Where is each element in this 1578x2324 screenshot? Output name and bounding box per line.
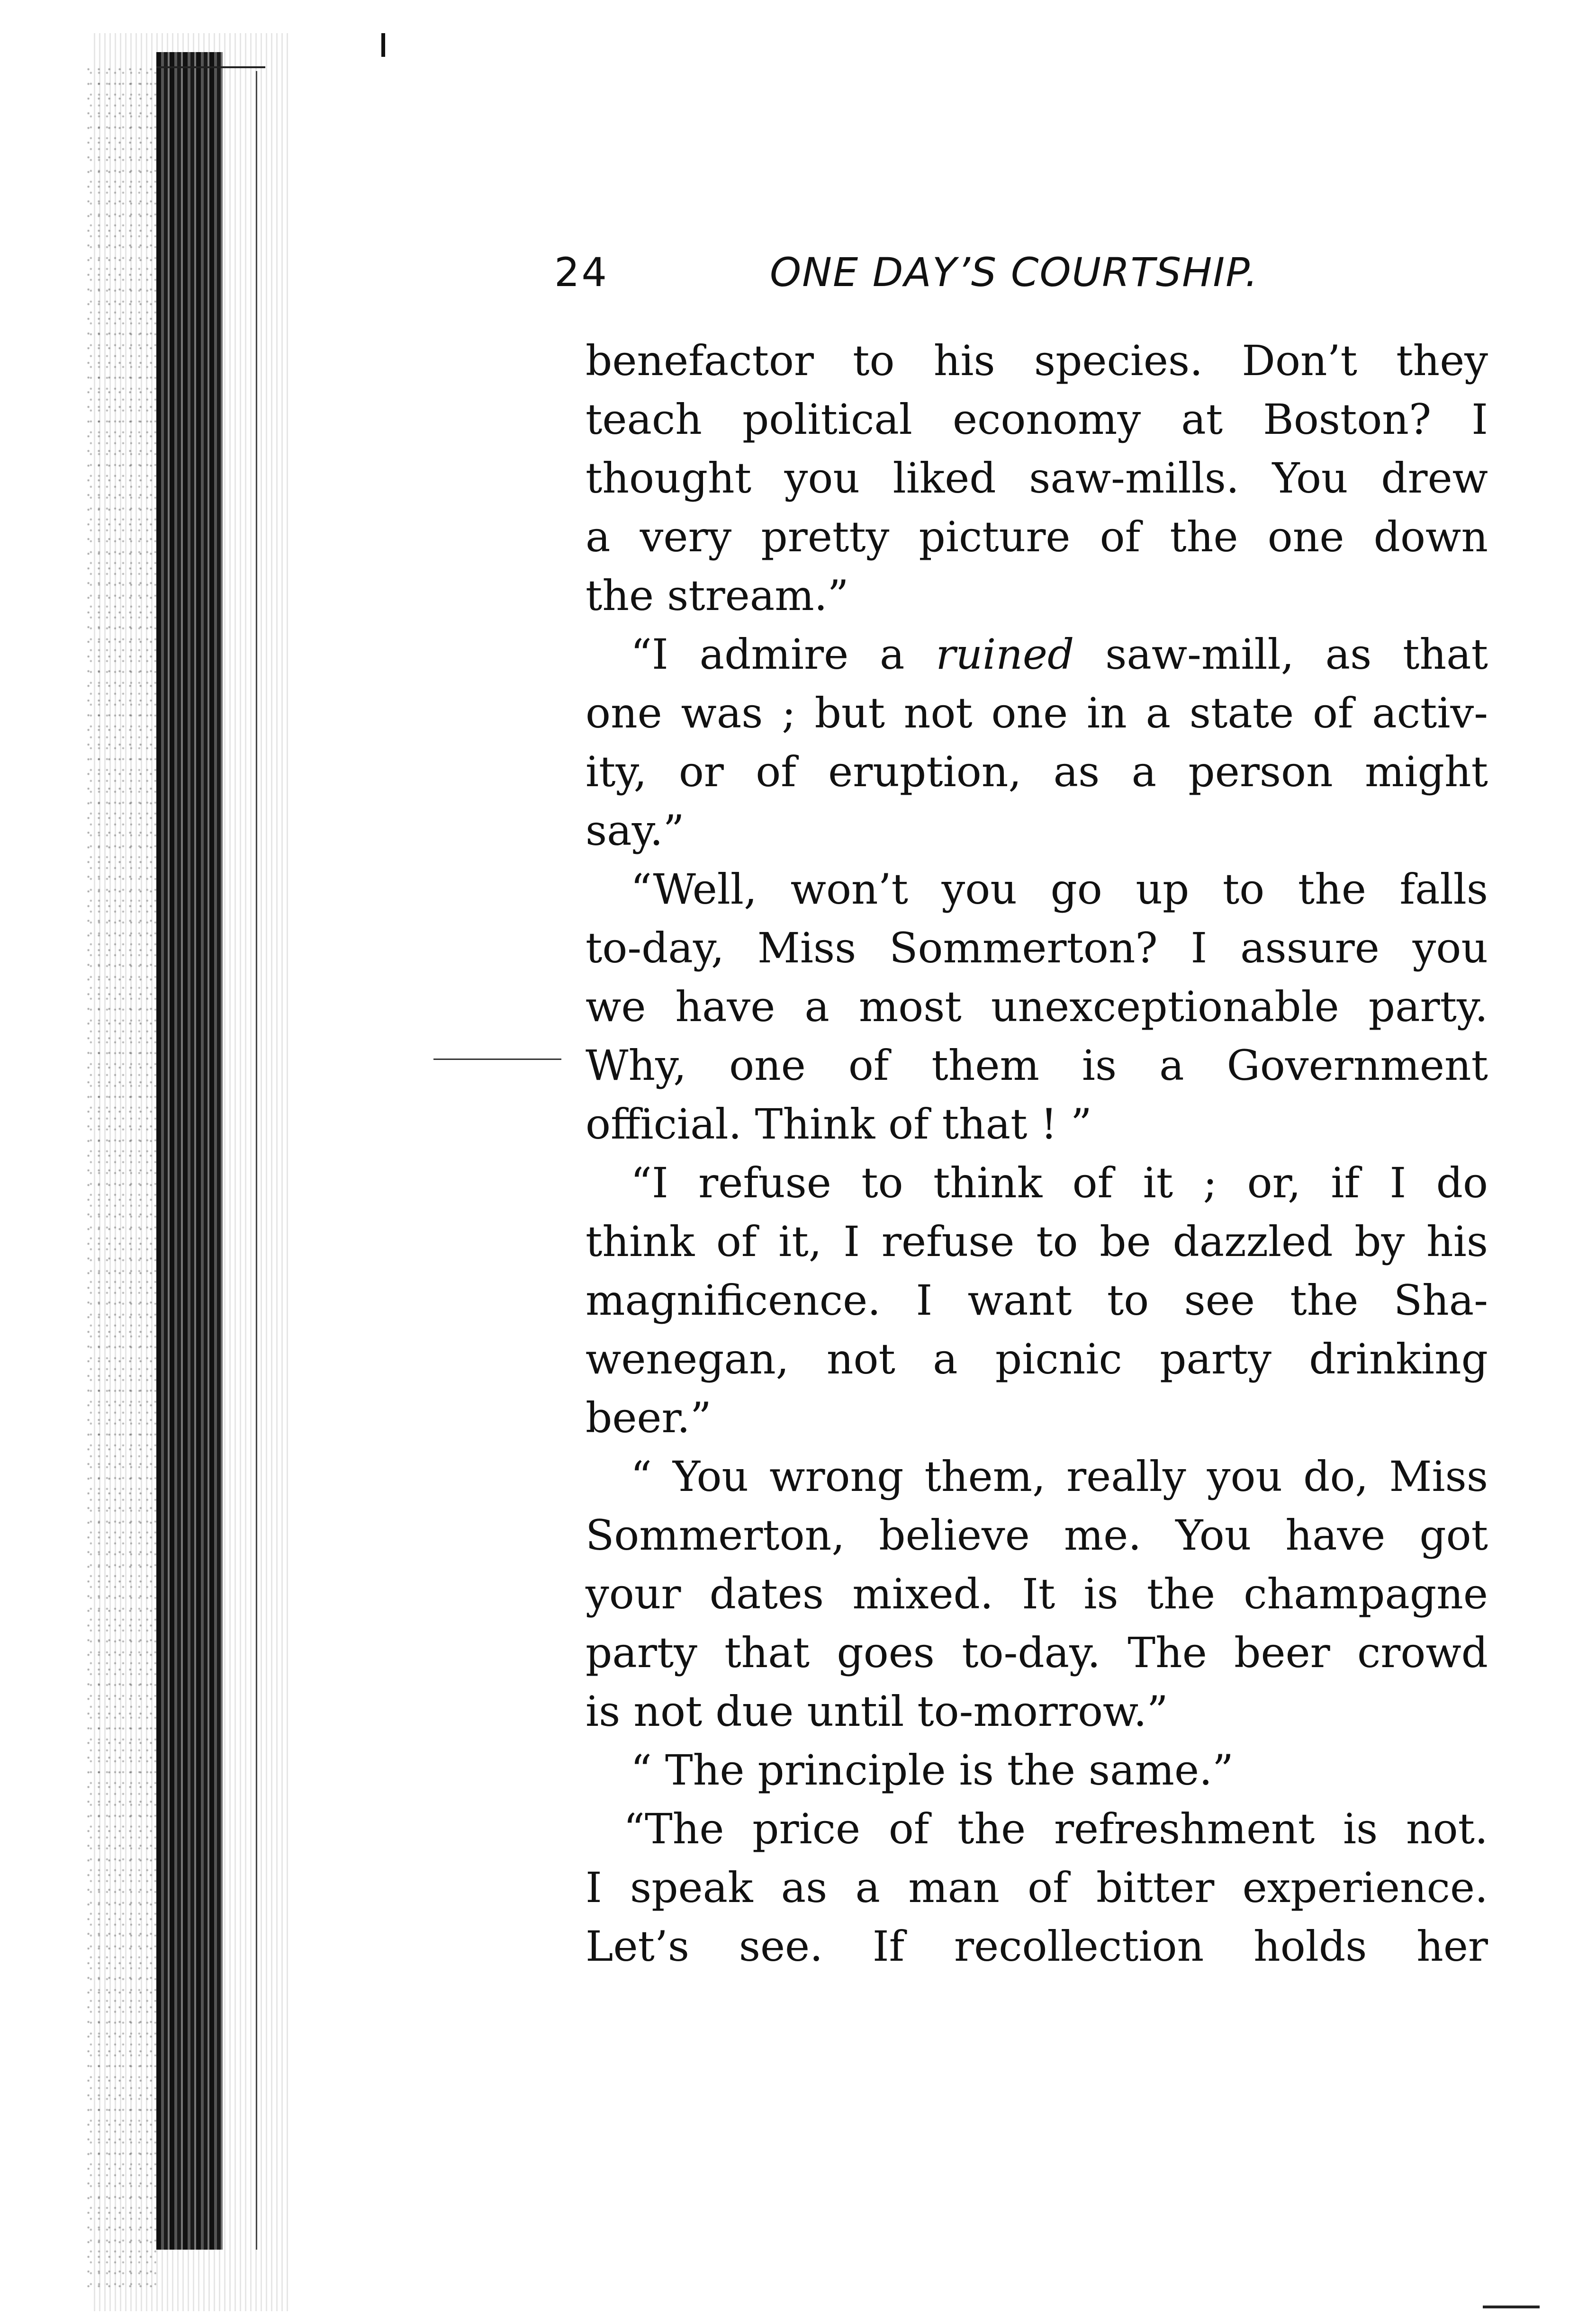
- text-line: say.”: [586, 806, 685, 855]
- text-line: party that goes to-day. The beer crowd: [586, 1628, 1488, 1677]
- text-span: “I admire a: [631, 630, 936, 679]
- bottom-dash: [1483, 2306, 1540, 2308]
- text-line: I speak as a man of bitter experience.: [586, 1863, 1488, 1912]
- text-line: official. Think of that ! ”: [586, 1100, 1092, 1149]
- text-line: [586, 625, 1488, 684]
- gutter-speckle: [85, 66, 156, 2292]
- text-line: we have a most unexceptionable party.: [586, 982, 1488, 1031]
- text-line: ity, or of eruption, as a person might: [586, 747, 1488, 796]
- text-line: the stream.”: [586, 571, 849, 620]
- text-line: magnificence. I want to see the Sha-: [586, 1276, 1488, 1325]
- text-line: “Well, won’t you go up to the falls: [631, 865, 1488, 914]
- text-line: Why, one of them is a Government: [586, 1041, 1488, 1090]
- text-line: think of it, I refuse to be dazzled by his: [586, 1217, 1488, 1266]
- text-line: to-day, Miss Sommerton? I assure you: [586, 924, 1488, 972]
- margin-rule: [433, 1059, 561, 1060]
- text-line: “I refuse to think of it ; or, if I do: [631, 1158, 1488, 1207]
- text-line: Let’s see. If recollection holds her: [586, 1922, 1488, 1971]
- text-line: “ The principle is the same.”: [631, 1746, 1234, 1795]
- top-rule: [156, 66, 265, 68]
- page-number: 24: [554, 249, 609, 296]
- text-line: thought you liked saw-mills. You drew: [586, 454, 1488, 502]
- text-span: saw-mill, as that: [1074, 630, 1488, 679]
- text-line: wenegan, not a picnic party drinking: [586, 1335, 1488, 1383]
- binding-shadow: [156, 52, 223, 2250]
- text-line: is not due until to-morrow.”: [586, 1687, 1168, 1736]
- text-line: “The price of the refreshment is not.: [623, 1804, 1488, 1853]
- italic-word: ruined: [936, 630, 1074, 679]
- text-line: a very pretty picture of the one down: [586, 512, 1488, 561]
- text-line: Sommerton, believe me. You have got: [586, 1511, 1488, 1560]
- body-text: [586, 332, 1488, 1976]
- text-line: benefactor to his species. Don’t they: [586, 336, 1488, 385]
- text-line: teach political economy at Boston? I: [586, 395, 1488, 444]
- running-head: ONE DAY’S COURTSHIP.: [770, 249, 1259, 296]
- text-line: your dates mixed. It is the champagne: [586, 1570, 1488, 1618]
- text-line: beer.”: [586, 1393, 712, 1442]
- page-edge-line: [256, 71, 257, 2250]
- text-line: “ You wrong them, really you do, Miss: [631, 1452, 1488, 1501]
- page-mark: [381, 33, 385, 57]
- text-line: one was ; but not one in a state of activ-: [586, 689, 1488, 737]
- page-header: [554, 246, 1350, 298]
